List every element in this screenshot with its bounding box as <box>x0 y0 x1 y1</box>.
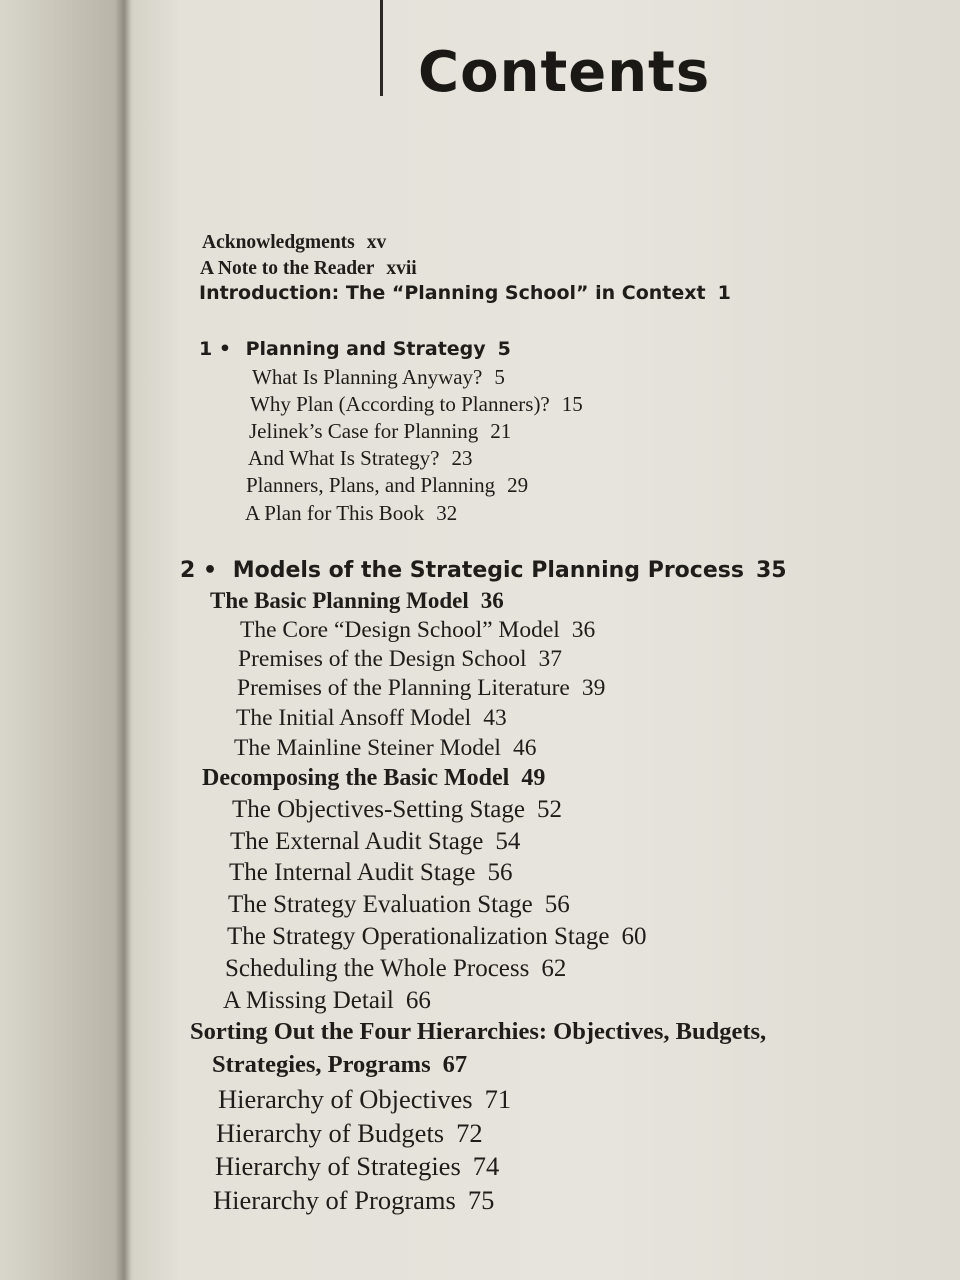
spine-rule <box>380 0 383 96</box>
section-heading <box>210 588 504 614</box>
toc-entry <box>229 859 512 887</box>
toc-entry-page: 56 <box>544 891 570 918</box>
toc-entry-title: The Core “Design School” Model <box>240 617 560 643</box>
toc-entry <box>245 501 457 526</box>
toc-entry-title: A Plan for This Book <box>245 501 425 525</box>
toc-entry <box>223 987 431 1015</box>
chapter-number: 2 • <box>180 558 218 583</box>
toc-entry-title: The Initial Ansoff Model <box>236 705 472 731</box>
toc-entry <box>230 828 520 856</box>
toc-entry-page: 21 <box>490 419 512 443</box>
toc-entry-page: 56 <box>487 859 513 886</box>
toc-entry-page: xvii <box>386 258 417 279</box>
section-title: Decomposing the Basic Model <box>202 765 510 791</box>
toc-entry <box>238 646 562 673</box>
toc-entry <box>227 923 647 951</box>
toc-entry-page: 39 <box>581 675 606 701</box>
toc-entry-page: 71 <box>484 1084 512 1114</box>
toc-entry-title: Scheduling the Whole Process <box>225 955 530 982</box>
section-title: Strategies, Programs <box>212 1051 431 1078</box>
toc-entry <box>200 258 417 280</box>
toc-entry <box>216 1118 483 1149</box>
toc-entry-page: 29 <box>507 473 529 497</box>
section-page: 49 <box>521 765 546 791</box>
toc-entry <box>199 282 731 304</box>
section-title: The Basic Planning Model <box>210 588 469 613</box>
toc-entry-title: The Strategy Operationalization Stage <box>227 923 610 950</box>
toc-entry <box>215 1151 499 1182</box>
toc-entry-title: Hierarchy of Strategies <box>215 1151 461 1181</box>
toc-entry-title: Acknowledgments <box>202 232 355 253</box>
toc-entry-title: A Missing Detail <box>223 987 394 1014</box>
toc-entry-title: A Note to the Reader <box>200 258 375 279</box>
toc-entry-title: The Objectives-Setting Stage <box>232 796 525 823</box>
toc-entry-page: 1 <box>717 282 731 304</box>
toc-entry <box>248 446 472 471</box>
toc-entry <box>202 232 386 254</box>
toc-entry-title: Why Plan (According to Planners)? <box>250 392 550 416</box>
chapter-page: 35 <box>755 558 787 583</box>
toc-entry-title: The External Audit Stage <box>230 828 484 855</box>
section-heading <box>202 765 545 792</box>
chapter-title: Planning and Strategy <box>245 338 486 360</box>
chapter-heading <box>199 338 511 360</box>
toc-entry-page: 15 <box>561 392 583 416</box>
toc-entry <box>249 419 511 444</box>
toc-entry <box>232 796 562 824</box>
toc-entry-title: Premises of the Planning Literature <box>237 675 570 701</box>
toc-entry-page: 74 <box>472 1151 500 1181</box>
chapter-heading <box>180 558 787 583</box>
toc-entry-page: 54 <box>495 828 521 855</box>
toc-entry-page: 23 <box>451 446 473 470</box>
toc-entry <box>250 392 583 417</box>
toc-entry-title: Planners, Plans, and Planning <box>246 473 496 497</box>
toc-entry-title: And What Is Strategy? <box>248 446 440 470</box>
toc-entry-page: 43 <box>483 705 507 731</box>
toc-entry <box>246 473 528 498</box>
toc-entry <box>218 1084 511 1115</box>
section-title: Sorting Out the Four Hierarchies: Objectives, Budgets, <box>190 1018 767 1045</box>
toc-entry-title: The Internal Audit Stage <box>229 859 476 886</box>
toc-entry-title: Hierarchy of Objectives <box>218 1084 473 1114</box>
toc-entry-title: Introduction: The “Planning School” in Context <box>199 282 706 304</box>
section-page: 36 <box>480 588 504 613</box>
section-page: 67 <box>442 1051 468 1078</box>
toc-entry-page: 32 <box>436 501 458 525</box>
toc-entry-title: Premises of the Design School <box>238 646 527 672</box>
chapter-page: 5 <box>497 338 511 360</box>
toc-entry <box>213 1185 494 1216</box>
toc-entry-title: The Strategy Evaluation Stage <box>228 891 533 918</box>
toc-entry-page: xv <box>366 232 387 253</box>
section-heading <box>190 1018 766 1046</box>
toc-entry-page: 75 <box>467 1185 495 1215</box>
toc-entry <box>237 675 605 702</box>
toc-entry-title: Jelinek’s Case for Planning <box>249 419 479 443</box>
toc-entry <box>228 891 570 919</box>
chapter-number: 1 • <box>199 338 231 360</box>
toc-entry <box>225 955 566 983</box>
toc-entry-page: 66 <box>405 987 431 1014</box>
toc-entry-page: 62 <box>541 955 567 982</box>
toc-entry <box>252 365 505 390</box>
toc-entry <box>240 617 595 644</box>
toc-entry-page: 37 <box>538 646 562 672</box>
chapter-title: Models of the Strategic Planning Process <box>232 558 744 583</box>
toc-entry-page: 72 <box>456 1118 483 1148</box>
toc-entry-page: 52 <box>536 796 562 823</box>
toc-entry-page: 46 <box>512 735 537 761</box>
toc-entry-page: 5 <box>494 365 505 389</box>
toc-entry-page: 36 <box>571 617 596 643</box>
toc-entry-title: Hierarchy of Budgets <box>216 1118 445 1148</box>
page-title: Contents <box>418 40 711 105</box>
toc-entry-title: The Mainline Steiner Model <box>234 735 501 761</box>
section-heading-continued <box>212 1051 467 1079</box>
toc-entry-page: 60 <box>621 923 647 950</box>
toc-entry-title: Hierarchy of Programs <box>213 1185 456 1215</box>
toc-entry <box>234 735 536 762</box>
toc-entry <box>236 705 507 732</box>
toc-entry-title: What Is Planning Anyway? <box>252 365 483 389</box>
